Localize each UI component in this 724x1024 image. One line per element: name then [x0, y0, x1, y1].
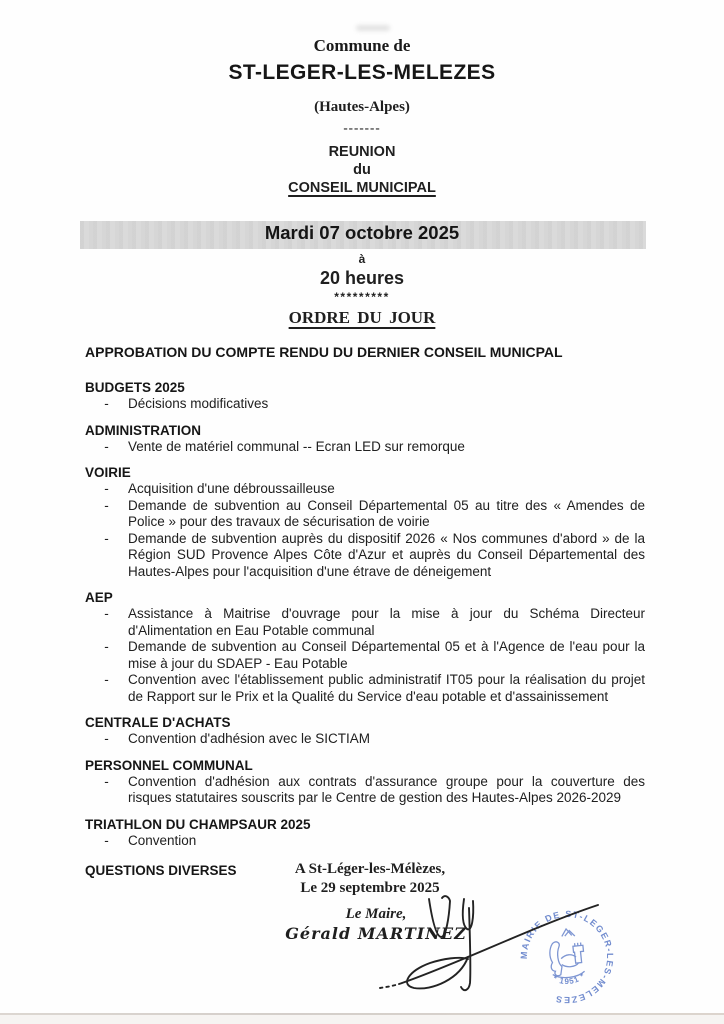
bullet-dash: - — [104, 731, 109, 746]
section-triathlon — [85, 816, 645, 850]
section-budgets — [85, 379, 645, 413]
bullet-dash: - — [104, 530, 109, 546]
list-item-text: Demande de subvention au Conseil Départemental 05 au titre des « Amendes de Police » pour des travaux de sécurisation de voirie — [128, 497, 645, 529]
separator-dashes: ------- — [343, 120, 381, 135]
section-title: ADMINISTRATION — [85, 422, 201, 438]
bullet-dash: - — [104, 773, 109, 789]
bullet-dash: - — [104, 606, 109, 621]
list-item-text: Acquisition d'une débroussailleuse — [128, 481, 335, 496]
signatory-title: Le Maire, — [345, 906, 407, 922]
section-administration — [85, 422, 645, 456]
signatory-name: Gérald MARTINEZ — [285, 924, 467, 943]
bullet-dash: - — [104, 639, 109, 654]
list-item-text: Convention avec l'établissement public administratif IT05 pour la réalisation du projet de Rapport sur le Prix et la Qualité du Service d'eau potable et d'assainissement — [128, 672, 645, 704]
section-centrale-achats — [85, 714, 645, 748]
section-title: QUESTIONS DIVERSES — [85, 863, 237, 878]
bullet-dash: - — [104, 832, 109, 848]
stamp-ring-text: MAIRIE DE ST-LEGER-LES-MELEZES — [518, 908, 616, 1006]
list-item-text: Demande de subvention auprès du dispositif 2026 « Nos communes d'abord » de la Région SUD Provence Alpes Côte d'Azur et auprès du Conseil Départemental des Hautes-Alpes pour l'acquisition d'une étrave de déneigement — [128, 530, 645, 579]
list-item-text: Demande de subvention au Conseil Départemental 05 et à l'Agence de l'eau pour la mise à jour du SDAEP - Eau Potable — [128, 639, 645, 671]
meeting-line-3 — [0, 180, 724, 196]
list-item-text: Convention — [128, 832, 197, 848]
section-personnel — [85, 757, 645, 807]
list-item — [85, 833, 645, 850]
list-item-text: Convention d'adhésion avec le SICTIAM — [128, 731, 370, 746]
list-item — [85, 672, 645, 705]
list-item — [85, 396, 645, 413]
meeting-line-3-text: CONSEIL MUNICIPAL — [288, 180, 436, 196]
meeting-line-1: REUNION — [328, 144, 396, 160]
signature-scrawl — [372, 886, 607, 1001]
list-item-text: Décisions modificatives — [128, 396, 269, 411]
section-title: AEP — [85, 590, 113, 605]
list-item-text: Convention d'adhésion aux contrats d'assurance groupe pour la couverture des risques statutaires souscrits par le Centre de gestion des Hautes-Alpes 2026-2029 — [128, 773, 645, 805]
department-line: (Hautes-Alpes) — [314, 99, 410, 115]
bullet-dash: - — [104, 438, 109, 454]
list-item — [85, 774, 645, 807]
agenda-body — [85, 344, 645, 888]
list-item — [85, 439, 645, 456]
list-item — [85, 639, 645, 672]
agenda-title-text: ORDRE DU JOUR — [288, 308, 436, 327]
list-item — [85, 531, 645, 581]
section-title: CENTRALE D'ACHATS — [85, 715, 231, 730]
section-title: PERSONNEL COMMUNAL — [85, 757, 253, 773]
scan-artifact-smudge — [356, 25, 390, 31]
section-title: VOIRIE — [85, 465, 131, 480]
meeting-date: Mardi 07 octobre 2025 — [264, 222, 460, 243]
list-item — [85, 481, 645, 498]
scan-edge-fade — [0, 1015, 724, 1024]
stars-separator: ********* — [334, 290, 390, 304]
town-name: ST-LEGER-LES-MELEZES — [228, 61, 496, 84]
meeting-line-2: du — [353, 162, 371, 178]
bullet-dash: - — [104, 481, 109, 496]
list-item-text: Assistance à Maitrise d'ouvrage pour la mise à jour du Schéma Directeur d'Alimentation en Eau Potable communal — [128, 606, 645, 638]
section-aep — [85, 589, 645, 705]
list-item — [85, 498, 645, 531]
meeting-time: 20 heures — [319, 268, 405, 288]
at-word: à — [358, 252, 366, 266]
bullet-dash: - — [104, 497, 109, 513]
list-item — [85, 606, 645, 639]
closing-place-date — [8, 860, 724, 898]
approval-line: APPROBATION DU COMPTE RENDU DU DERNIER CONSEIL MUNICPAL — [85, 344, 563, 360]
stamp-year-text: * 1951 * — [551, 970, 588, 987]
commune-line: Commune de — [313, 36, 411, 55]
section-title: TRIATHLON DU CHAMPSAUR 2025 — [85, 816, 311, 832]
closing-date-line: Le 29 septembre 2025 — [300, 880, 440, 896]
bullet-dash: - — [104, 672, 109, 687]
bullet-dash: - — [104, 396, 109, 411]
section-voirie — [85, 464, 645, 580]
closing-place-line: A St-Léger-les-Mélèzes, — [294, 861, 446, 877]
list-item — [85, 731, 645, 748]
section-title: BUDGETS 2025 — [85, 380, 185, 395]
agenda-title — [0, 308, 724, 328]
signatory-block — [14, 905, 724, 943]
list-item-text: Vente de matériel communal -- Ecran LED sur remorque — [128, 438, 465, 454]
